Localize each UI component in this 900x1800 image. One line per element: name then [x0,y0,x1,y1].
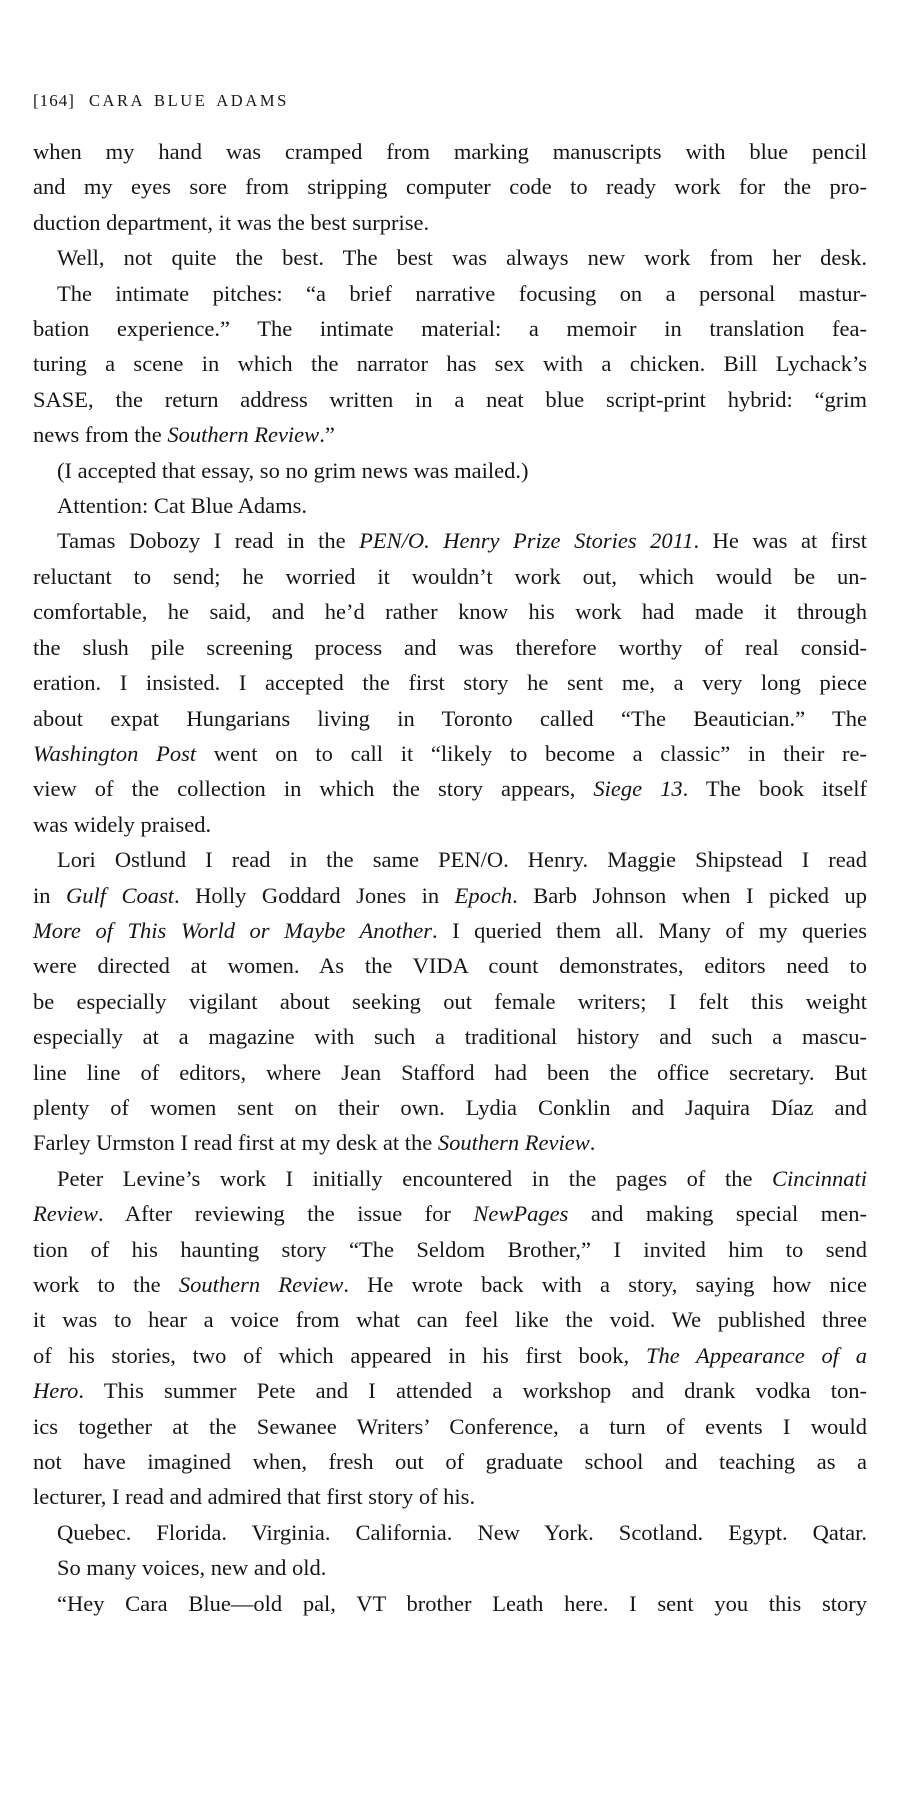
text-run: . This summer Pete and I attended a workshop and drank vodka ton- [78,1378,867,1404]
text-line [33,1196,867,1231]
author-name: CARA BLUE ADAMS [88,91,289,110]
paragraph [33,240,867,275]
text-line [33,665,867,700]
text-line [33,630,867,665]
italic-text-run: PEN/O. Henry Prize Stories 2011 [359,528,694,554]
text-line [33,736,867,771]
paragraph [33,1515,867,1550]
italic-text-run: NewPages [473,1201,569,1227]
text-line [33,417,867,452]
text-run: lecturer, I read and admired that first story of his. [33,1484,476,1510]
text-line [33,559,867,594]
paragraph [33,453,867,488]
text-run: was widely praised. [33,811,212,837]
text-line [33,878,867,913]
text-run: The intimate pitches: “a brief narrative focusing on a personal mastur- [57,280,867,306]
paragraph [33,1586,867,1621]
italic-text-run: Gulf Coast [66,882,175,908]
text-line [33,1338,867,1373]
text-run: Quebec. Florida. Virginia. California. New York. Scotland. Egypt. Qatar. [57,1519,867,1545]
text-run: and making special men- [568,1201,867,1227]
text-run: of his stories, two of which appeared in his first book, [33,1342,646,1368]
text-run: bation experience.” The intimate material: a memoir in translation fea- [33,316,867,342]
text-run: . After reviewing the issue for [97,1201,474,1227]
text-run: Attention: Cat Blue Adams. [57,493,307,519]
text-run: especially at a magazine with such a traditional history and such a mascu- [33,1024,867,1050]
text-line [33,346,867,381]
text-run: duction department, it was the best surprise. [33,209,430,235]
italic-text-run: The Appearance of a [645,1342,867,1368]
text-line [33,311,867,346]
paragraph [33,842,867,1161]
text-line [33,240,867,275]
body-text [33,134,867,1621]
text-run: be especially vigilant about seeking out female writers; I felt this weight [33,988,867,1014]
text-run: and my eyes sore from stripping computer code to ready work for the pro- [33,174,867,200]
text-line [33,382,867,417]
paragraph [33,276,867,453]
text-line [33,1515,867,1550]
text-line [33,1409,867,1444]
text-run: Farley Urmston I read first at my desk at the [33,1130,438,1156]
paragraph [33,488,867,523]
paragraph [33,1550,867,1585]
text-line [33,1550,867,1585]
italic-text-run: Southern Review [437,1130,590,1156]
text-line [33,1373,867,1408]
italic-text-run: Southern Review [167,422,320,448]
text-line [33,1161,867,1196]
text-line [33,913,867,948]
italic-text-run: Epoch [454,882,513,908]
text-line [33,523,867,558]
text-line [33,984,867,1019]
text-line [33,276,867,311]
text-line [33,1019,867,1054]
text-run: . He was at first [693,528,867,554]
text-run: . [589,1130,596,1156]
text-run: Well, not quite the best. The best was always new work from her desk. [57,245,867,271]
text-line [33,1232,867,1267]
text-run: the slush pile screening process and was therefore worthy of real consid- [33,634,867,660]
text-run: were directed at women. As the VIDA count demonstrates, editors need to [33,953,867,979]
text-run: reluctant to send; he worried it wouldn’t work out, which would be un- [33,563,867,589]
paragraph [33,134,867,240]
text-run: view of the collection in which the story appears, [33,776,594,802]
italic-text-run: More of This World or Maybe Another [33,917,432,943]
text-run: tion of his haunting story “The Seldom Brother,” I invited him to send [33,1236,867,1262]
text-run: .” [319,422,335,448]
text-run: . I queried them all. Many of my queries [431,917,867,943]
text-line [33,807,867,842]
text-run: . The book itself [682,776,867,802]
text-line [33,1090,867,1125]
text-run: So many voices, new and old. [57,1555,327,1581]
text-line [33,1055,867,1090]
italic-text-run: Review [33,1201,98,1227]
italic-text-run: Siege 13 [593,776,683,802]
text-line [33,1444,867,1479]
text-line [33,169,867,204]
italic-text-run: Southern Review [178,1272,344,1297]
paragraph [33,523,867,842]
text-run: when my hand was cramped from marking manuscripts with blue pencil [33,139,867,164]
text-line [33,948,867,983]
text-run: went on to call it “likely to become a classic” in their re- [196,740,868,766]
text-line [33,1125,867,1160]
text-line [33,488,867,523]
text-line [33,1586,867,1621]
paragraph [33,1161,867,1515]
text-run: ics together at the Sewanee Writers’ Conference, a turn of events I would [33,1413,867,1439]
text-line [33,771,867,806]
text-line [33,1479,867,1514]
text-run: news from the [33,422,168,448]
text-run: work to the [33,1272,179,1297]
text-run: it was to hear a voice from what can feel like the void. We published three [33,1307,867,1333]
text-run: about expat Hungarians living in Toronto called “The Beautician.” The [33,705,867,731]
text-line [33,1302,867,1337]
text-run: Tamas Dobozy I read in the [57,528,360,554]
text-run: Peter Levine’s work I initially encountered in the pages of the [57,1165,772,1191]
italic-text-run: Cincinnati [772,1165,867,1191]
text-line [33,1267,867,1302]
page-number: [164] [33,91,75,110]
text-line [33,594,867,629]
text-run: not have imagined when, fresh out of graduate school and teaching as a [33,1449,867,1475]
text-line [33,205,867,240]
italic-text-run: Hero [33,1378,79,1404]
text-run: in [33,882,67,908]
text-run: comfortable, he said, and he’d rather know his work had made it through [33,599,867,625]
text-run: (I accepted that essay, so no grim news was mailed.) [57,457,529,483]
running-head [33,92,867,110]
text-run: . Holly Goddard Jones in [174,882,455,908]
text-run: plenty of women sent on their own. Lydia Conklin and Jaquira Díaz and [33,1094,867,1120]
text-run: Lori Ostlund I read in the same PEN/O. Henry. Maggie Shipstead I read [57,847,867,873]
text-run: “Hey Cara Blue—old pal, VT brother Leath here. I sent you this story [57,1590,867,1616]
text-run: turing a scene in which the narrator has sex with a chicken. Bill Lychack’s [33,351,867,377]
text-run: . Barb Johnson when I picked up [512,882,867,908]
text-run: line line of editors, where Jean Stafford had been the office secretary. But [33,1059,867,1085]
text-line [33,842,867,877]
text-run: . He wrote back with a story, saying how nice [343,1272,867,1297]
text-line [33,134,867,169]
italic-text-run: Washington Post [33,740,197,766]
text-line [33,453,867,488]
text-run: eration. I insisted. I accepted the first story he sent me, a very long piece [33,670,867,696]
text-run: SASE, the return address written in a neat blue script-print hybrid: “grim [33,386,867,412]
text-line [33,701,867,736]
